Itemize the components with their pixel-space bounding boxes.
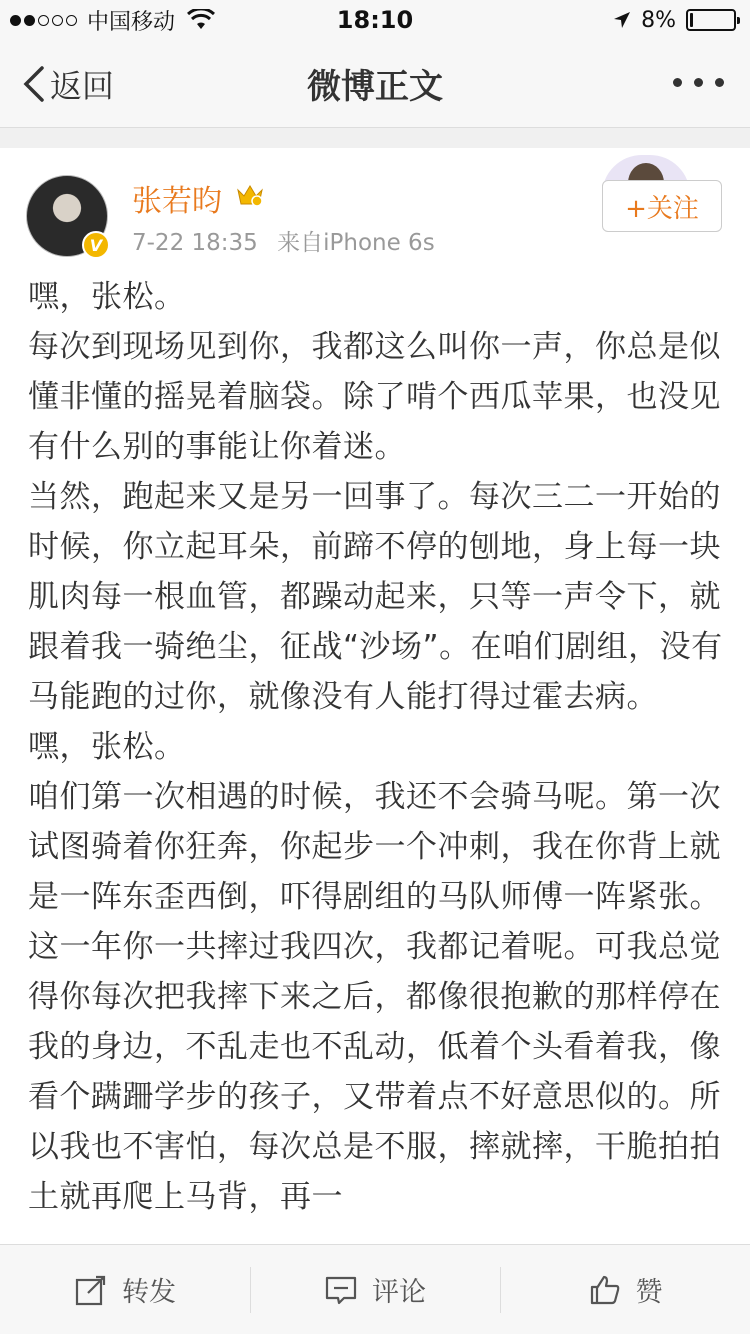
- post-paragraph: 嘿，张松。: [28, 279, 186, 315]
- section-divider: [0, 128, 750, 148]
- battery-icon: [686, 9, 736, 31]
- more-dot-icon: [694, 78, 703, 87]
- more-options-button[interactable]: [673, 78, 724, 87]
- back-button[interactable]: [20, 61, 114, 107]
- repost-label: 转发: [122, 1277, 176, 1308]
- navigation-bar: [0, 40, 750, 128]
- thumbs-up-icon: [588, 1273, 622, 1307]
- crown-vip-icon: [236, 182, 264, 208]
- repost-icon: [74, 1273, 108, 1307]
- post-paragraph: 咱们第一次相遇的时候，我还不会骑马呢。第一次试图骑着你狂奔，你起步一个冲刺，我在你背上就是一阵东歪西倒，吓得剧组的马队师傅一阵紧张。: [28, 779, 721, 915]
- comment-button[interactable]: [250, 1245, 500, 1334]
- post-paragraph: 当然，跑起来又是另一回事了。每次三二一开始的时候，你立起耳朵，前蹄不停的刨地，身上每一块肌肉每一根血管，都躁动起来，只等一声令下，就跟着我一骑绝尘，征战“沙场”。在咱们剧组，没有马能跑的过你，就像没有人能打得过霍去病。: [28, 479, 723, 715]
- post-paragraph: 每次到现场见到你，我都这么叫你一声，你总是似懂非懂的摇晃着脑袋。除了啃个西瓜苹果，也没见有什么别的事能让你着迷。: [28, 329, 721, 465]
- chevron-left-icon: [20, 64, 46, 104]
- page-title: 微博正文: [307, 67, 443, 107]
- post-source: 来自iPhone 6s: [277, 230, 435, 256]
- status-time: 18:10: [336, 6, 414, 34]
- status-bar: [0, 0, 750, 40]
- comment-label: 评论: [372, 1277, 426, 1308]
- follow-button[interactable]: +关注: [602, 180, 722, 232]
- carrier-name: 中国移动: [87, 9, 176, 35]
- battery-level: [690, 13, 693, 27]
- comment-icon: [324, 1273, 358, 1307]
- repost-button[interactable]: [0, 1245, 250, 1334]
- post-content: [28, 272, 728, 1244]
- battery-percent: 8%: [641, 7, 676, 33]
- author-avatar[interactable]: [26, 175, 108, 257]
- post-timestamp: 7-22 18:35: [132, 230, 258, 256]
- back-label: 返回: [50, 66, 115, 105]
- bottom-toolbar: [0, 1244, 750, 1334]
- post-paragraph: 这一年你一共摔过我四次，我都记着呢。可我总觉得你每次把我摔下来之后，都像很抱歉的那样停在我的身边，不乱走也不乱动，低着个头看着我，像看个蹒跚学步的孩子，又带着点不好意思似的。所以我也不害怕，每次总是不服，摔就摔，干脆拍拍土就再爬上马背，再一: [28, 929, 721, 1215]
- post-paragraph: 嘿，张松。: [28, 729, 186, 765]
- like-button[interactable]: [500, 1245, 750, 1334]
- post-meta: [132, 224, 435, 257]
- location-arrow-icon: [613, 11, 631, 29]
- like-label: 赞: [635, 1277, 663, 1308]
- verified-badge-icon: V: [82, 231, 110, 259]
- more-dot-icon: [715, 78, 724, 87]
- author-name[interactable]: 张若昀: [132, 184, 222, 219]
- more-dot-icon: [673, 78, 682, 87]
